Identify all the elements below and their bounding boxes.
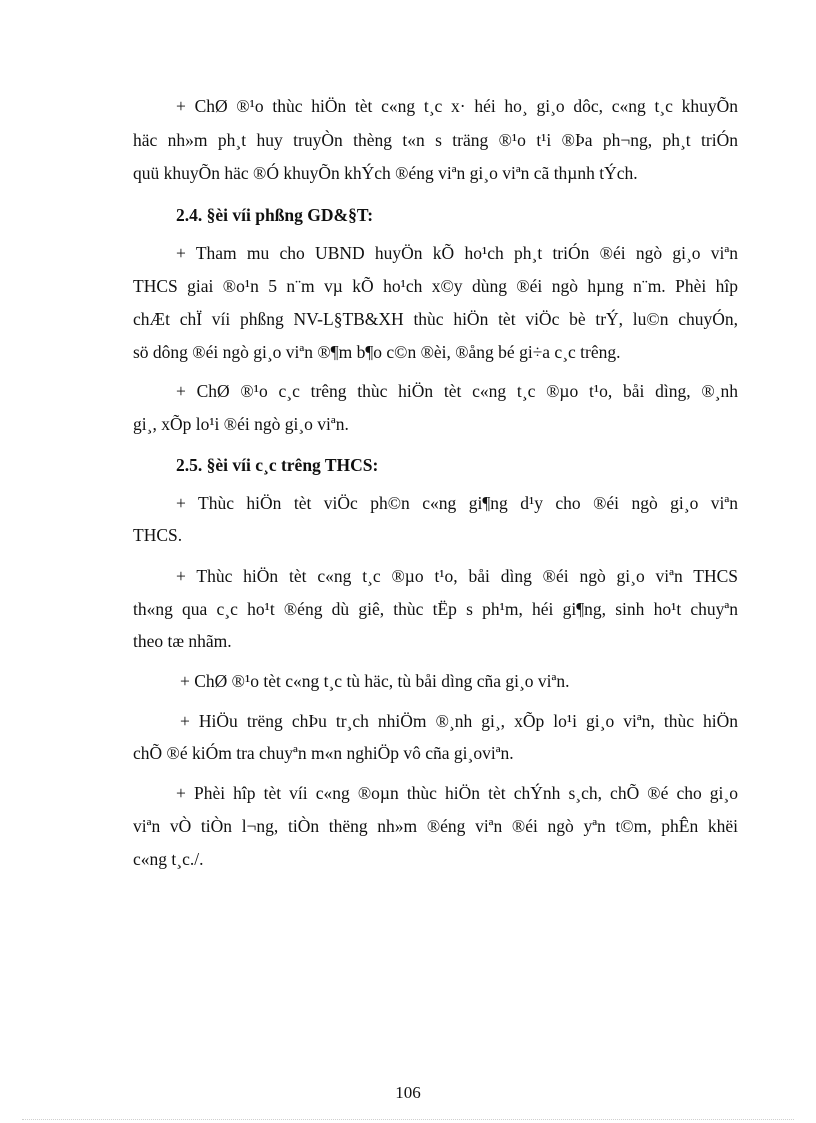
page-bottom-divider bbox=[22, 1119, 794, 1120]
paragraph-line: + ChØ ®¹o thùc hiÖn tèt c«ng t¸c x· héi ho¸ gi¸o dôc, c«ng t¸c khuyÕn bbox=[176, 96, 738, 116]
paragraph-line: viªn vÒ tiÒn l¬ng, tiÒn thëng nh»m ®éng viªn ®éi ngò yªn t©m, phÊn khëi bbox=[133, 816, 738, 836]
paragraph-line: gi¸, xÕp lo¹i ®éi ngò gi¸o viªn. bbox=[133, 414, 349, 434]
paragraph-line: quü khuyÕn häc ®Ó khuyÕn khÝch ®éng viªn gi¸o viªn cã thµnh tÝch. bbox=[133, 163, 638, 183]
paragraph-line: c«ng t¸c./. bbox=[133, 849, 204, 869]
paragraph-line: + Thùc hiÖn tèt c«ng t¸c ®µo t¹o, båi dìng ®éi ngò gi¸o viªn THCS bbox=[176, 566, 738, 586]
paragraph-line: theo tæ nhãm. bbox=[133, 631, 232, 651]
paragraph-line: + Thùc hiÖn tèt viÖc ph©n c«ng gi¶ng d¹y cho ®éi ngò gi¸o viªn bbox=[176, 493, 738, 513]
paragraph-line: + ChØ ®¹o c¸c trêng thùc hiÖn tèt c«ng t¸c ®µo t¹o, båi dìng, ®¸nh bbox=[176, 381, 738, 401]
paragraph-line: sö dông ®éi ngò gi¸o viªn ®¶m b¶o c©n ®èi, ®ång bé gi÷a c¸c trêng. bbox=[133, 342, 621, 362]
paragraph-line: + Phèi hîp tèt víi c«ng ®oµn thùc hiÖn tèt chÝnh s¸ch, chÕ ®é cho gi¸o bbox=[176, 783, 738, 803]
paragraph-line: + Tham mu cho UBND huyÖn kÕ ho¹ch ph¸t triÓn ®éi ngò gi¸o viªn bbox=[176, 243, 738, 263]
paragraph-line: + ChØ ®¹o tèt c«ng t¸c tù häc, tù båi dìng cña gi¸o viªn. bbox=[180, 671, 570, 691]
paragraph-line: th«ng qua c¸c ho¹t ®éng dù giê, thùc tËp s ph¹m, héi gi¶ng, sinh ho¹t chuyªn bbox=[133, 599, 738, 619]
paragraph-line: chÆt chÏ víi phßng NV-L§TB&XH thùc hiÖn tèt viÖc bè trÝ, lu©n chuyÓn, bbox=[133, 309, 738, 329]
paragraph-line: THCS. bbox=[133, 525, 183, 545]
paragraph-line: häc nh»m ph¸t huy truyÒn thèng t«n s träng ®¹o t¹i ®Þa ph¬ng, ph¸t triÓn bbox=[133, 130, 738, 150]
section-heading: 2.4. §èi víi phßng GD&§T: bbox=[176, 205, 374, 225]
page-number: 106 bbox=[395, 1083, 421, 1102]
paragraph-line: chÕ ®é kiÓm tra chuyªn m«n nghiÖp vô cña gi¸oviªn. bbox=[133, 743, 514, 763]
paragraph-line: THCS giai ®o¹n 5 n¨m vµ kÕ ho¹ch x©y dùng ®éi ngò hµng n¨m. Phèi hîp bbox=[133, 276, 738, 296]
paragraph-line: + HiÖu trëng chÞu tr¸ch nhiÖm ®¸nh gi¸, xÕp lo¹i gi¸o viªn, thùc hiÖn bbox=[180, 711, 738, 731]
section-heading: 2.5. §èi víi c¸c trêng THCS: bbox=[176, 455, 379, 475]
